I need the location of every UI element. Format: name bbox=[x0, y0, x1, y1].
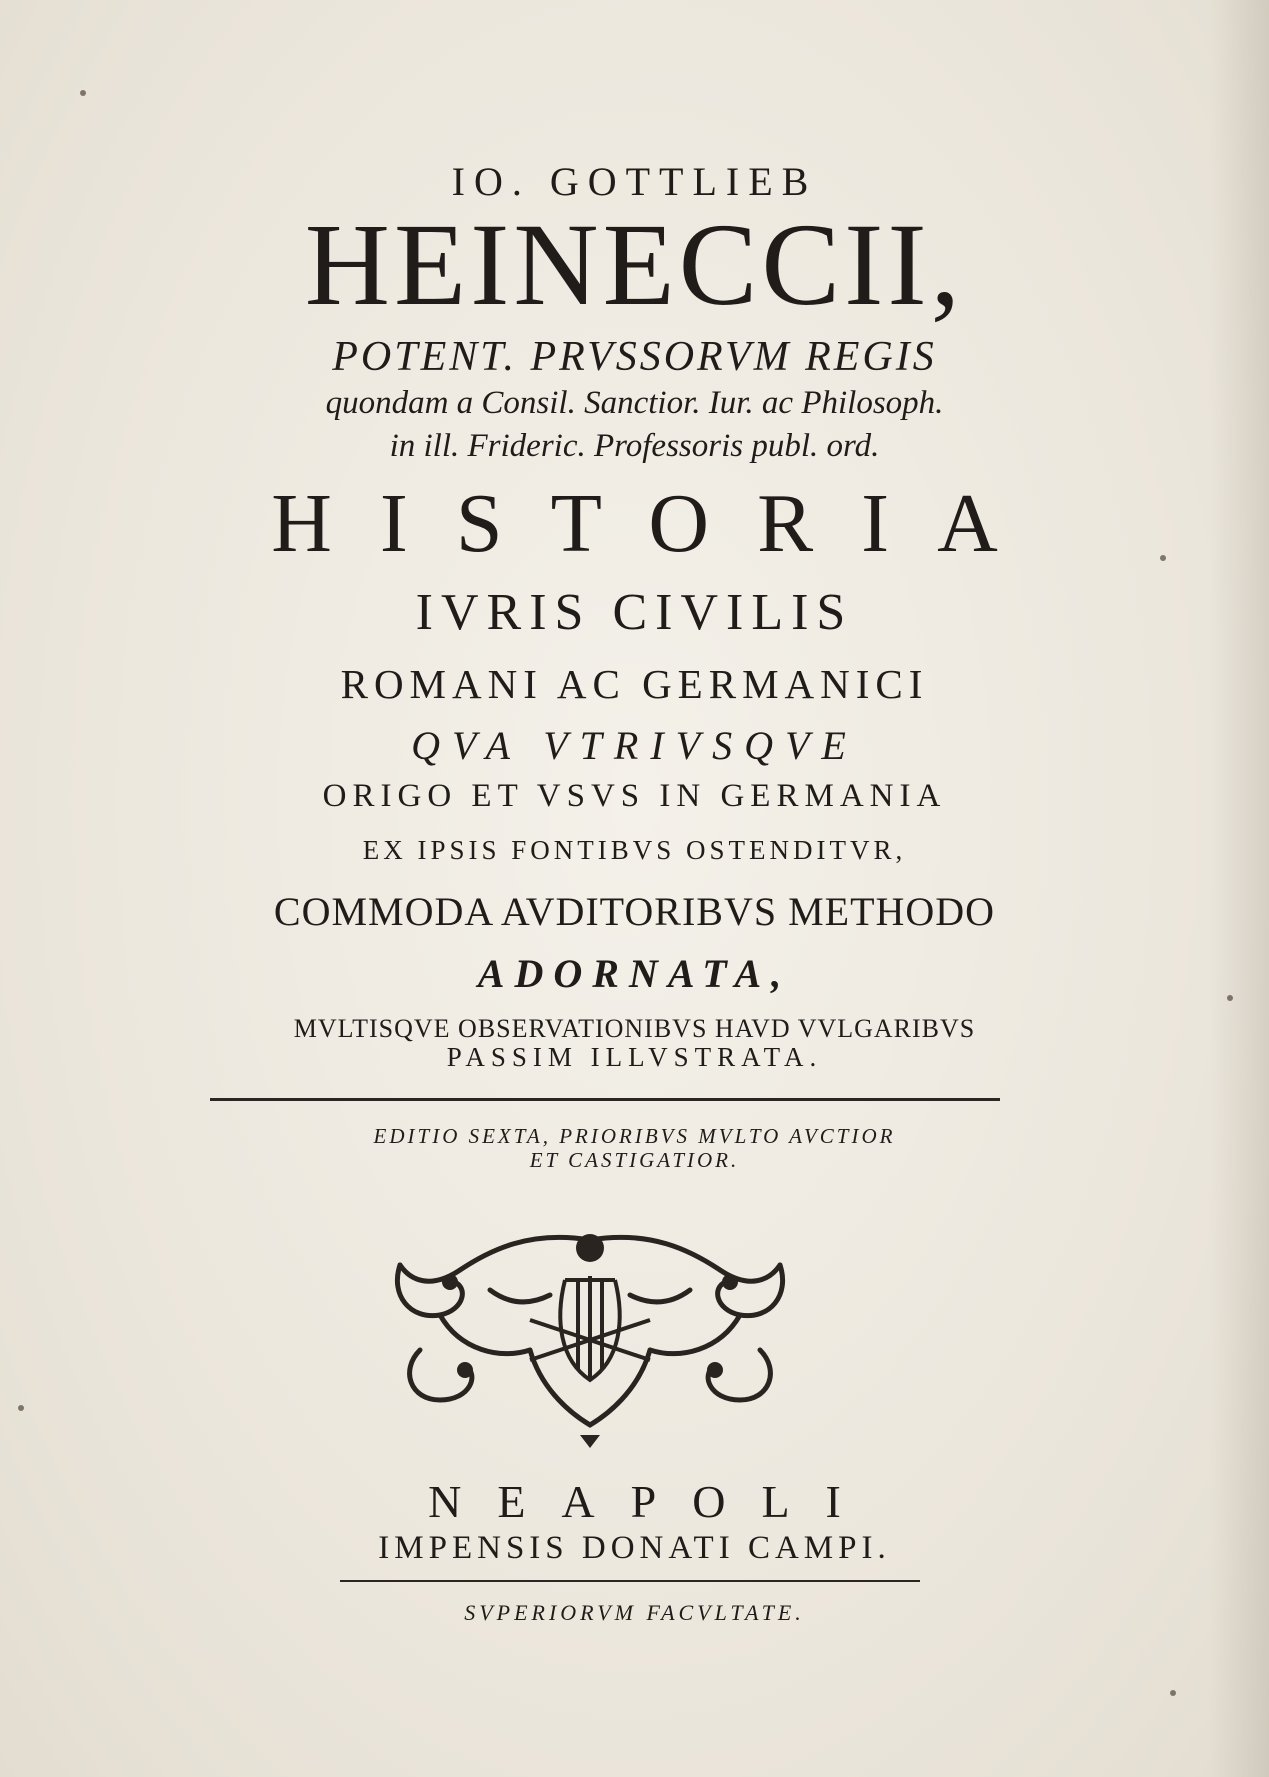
author-prefix: IO. GOTTLIEB bbox=[451, 159, 818, 204]
paper-speck bbox=[18, 1405, 24, 1411]
subtitle-line-9: PASSIM ILLVSTRATA. bbox=[446, 1042, 823, 1072]
imprint-permission: SVPERIORVM FACVLTATE. bbox=[464, 1600, 805, 1625]
printers-ornament-lyre-icon bbox=[380, 1210, 800, 1450]
imprint-place: NEAPOLI bbox=[428, 1476, 877, 1527]
imprint-rule bbox=[340, 1580, 920, 1582]
author-role-line-1: quondam a Consil. Sanctior. Iur. ac Philosoph. bbox=[325, 385, 944, 421]
author-title: POTENT. PRVSSORVM REGIS bbox=[332, 334, 937, 380]
main-title: HISTORIA bbox=[271, 477, 1046, 570]
edition-line-2: ET CASTIGATIOR. bbox=[529, 1148, 740, 1172]
author-name: HEINECCII, bbox=[304, 199, 965, 330]
horizontal-rule bbox=[210, 1098, 1000, 1101]
subtitle-line-8: MVLTISQVE OBSERVATIONIBVS HAVD VVLGARIBVS bbox=[293, 1014, 976, 1043]
paper-speck bbox=[1170, 1690, 1176, 1696]
author-role-line-2: in ill. Frideric. Professoris publ. ord. bbox=[389, 428, 880, 464]
subtitle-line-1: IVRIS CIVILIS bbox=[415, 584, 854, 641]
edition-line-1: EDITIO SEXTA, PRIORIBVS MVLTO AVCTIOR bbox=[373, 1124, 896, 1148]
subtitle-line-7: ADORNATA, bbox=[477, 951, 792, 996]
imprint-publisher: IMPENSIS DONATI CAMPI. bbox=[378, 1530, 891, 1566]
paper-speck bbox=[80, 90, 86, 96]
subtitle-line-2: ROMANI AC GERMANICI bbox=[340, 661, 929, 707]
subtitle-line-3: QVA VTRIVSQVE bbox=[411, 723, 858, 768]
subtitle-line-5: EX IPSIS FONTIBVS OSTENDITVR, bbox=[362, 835, 907, 865]
subtitle-line-4: ORIGO ET VSVS IN GERMANIA bbox=[322, 778, 947, 814]
subtitle-line-6: COMMODA AVDITORIBVS METHODO bbox=[273, 889, 996, 934]
